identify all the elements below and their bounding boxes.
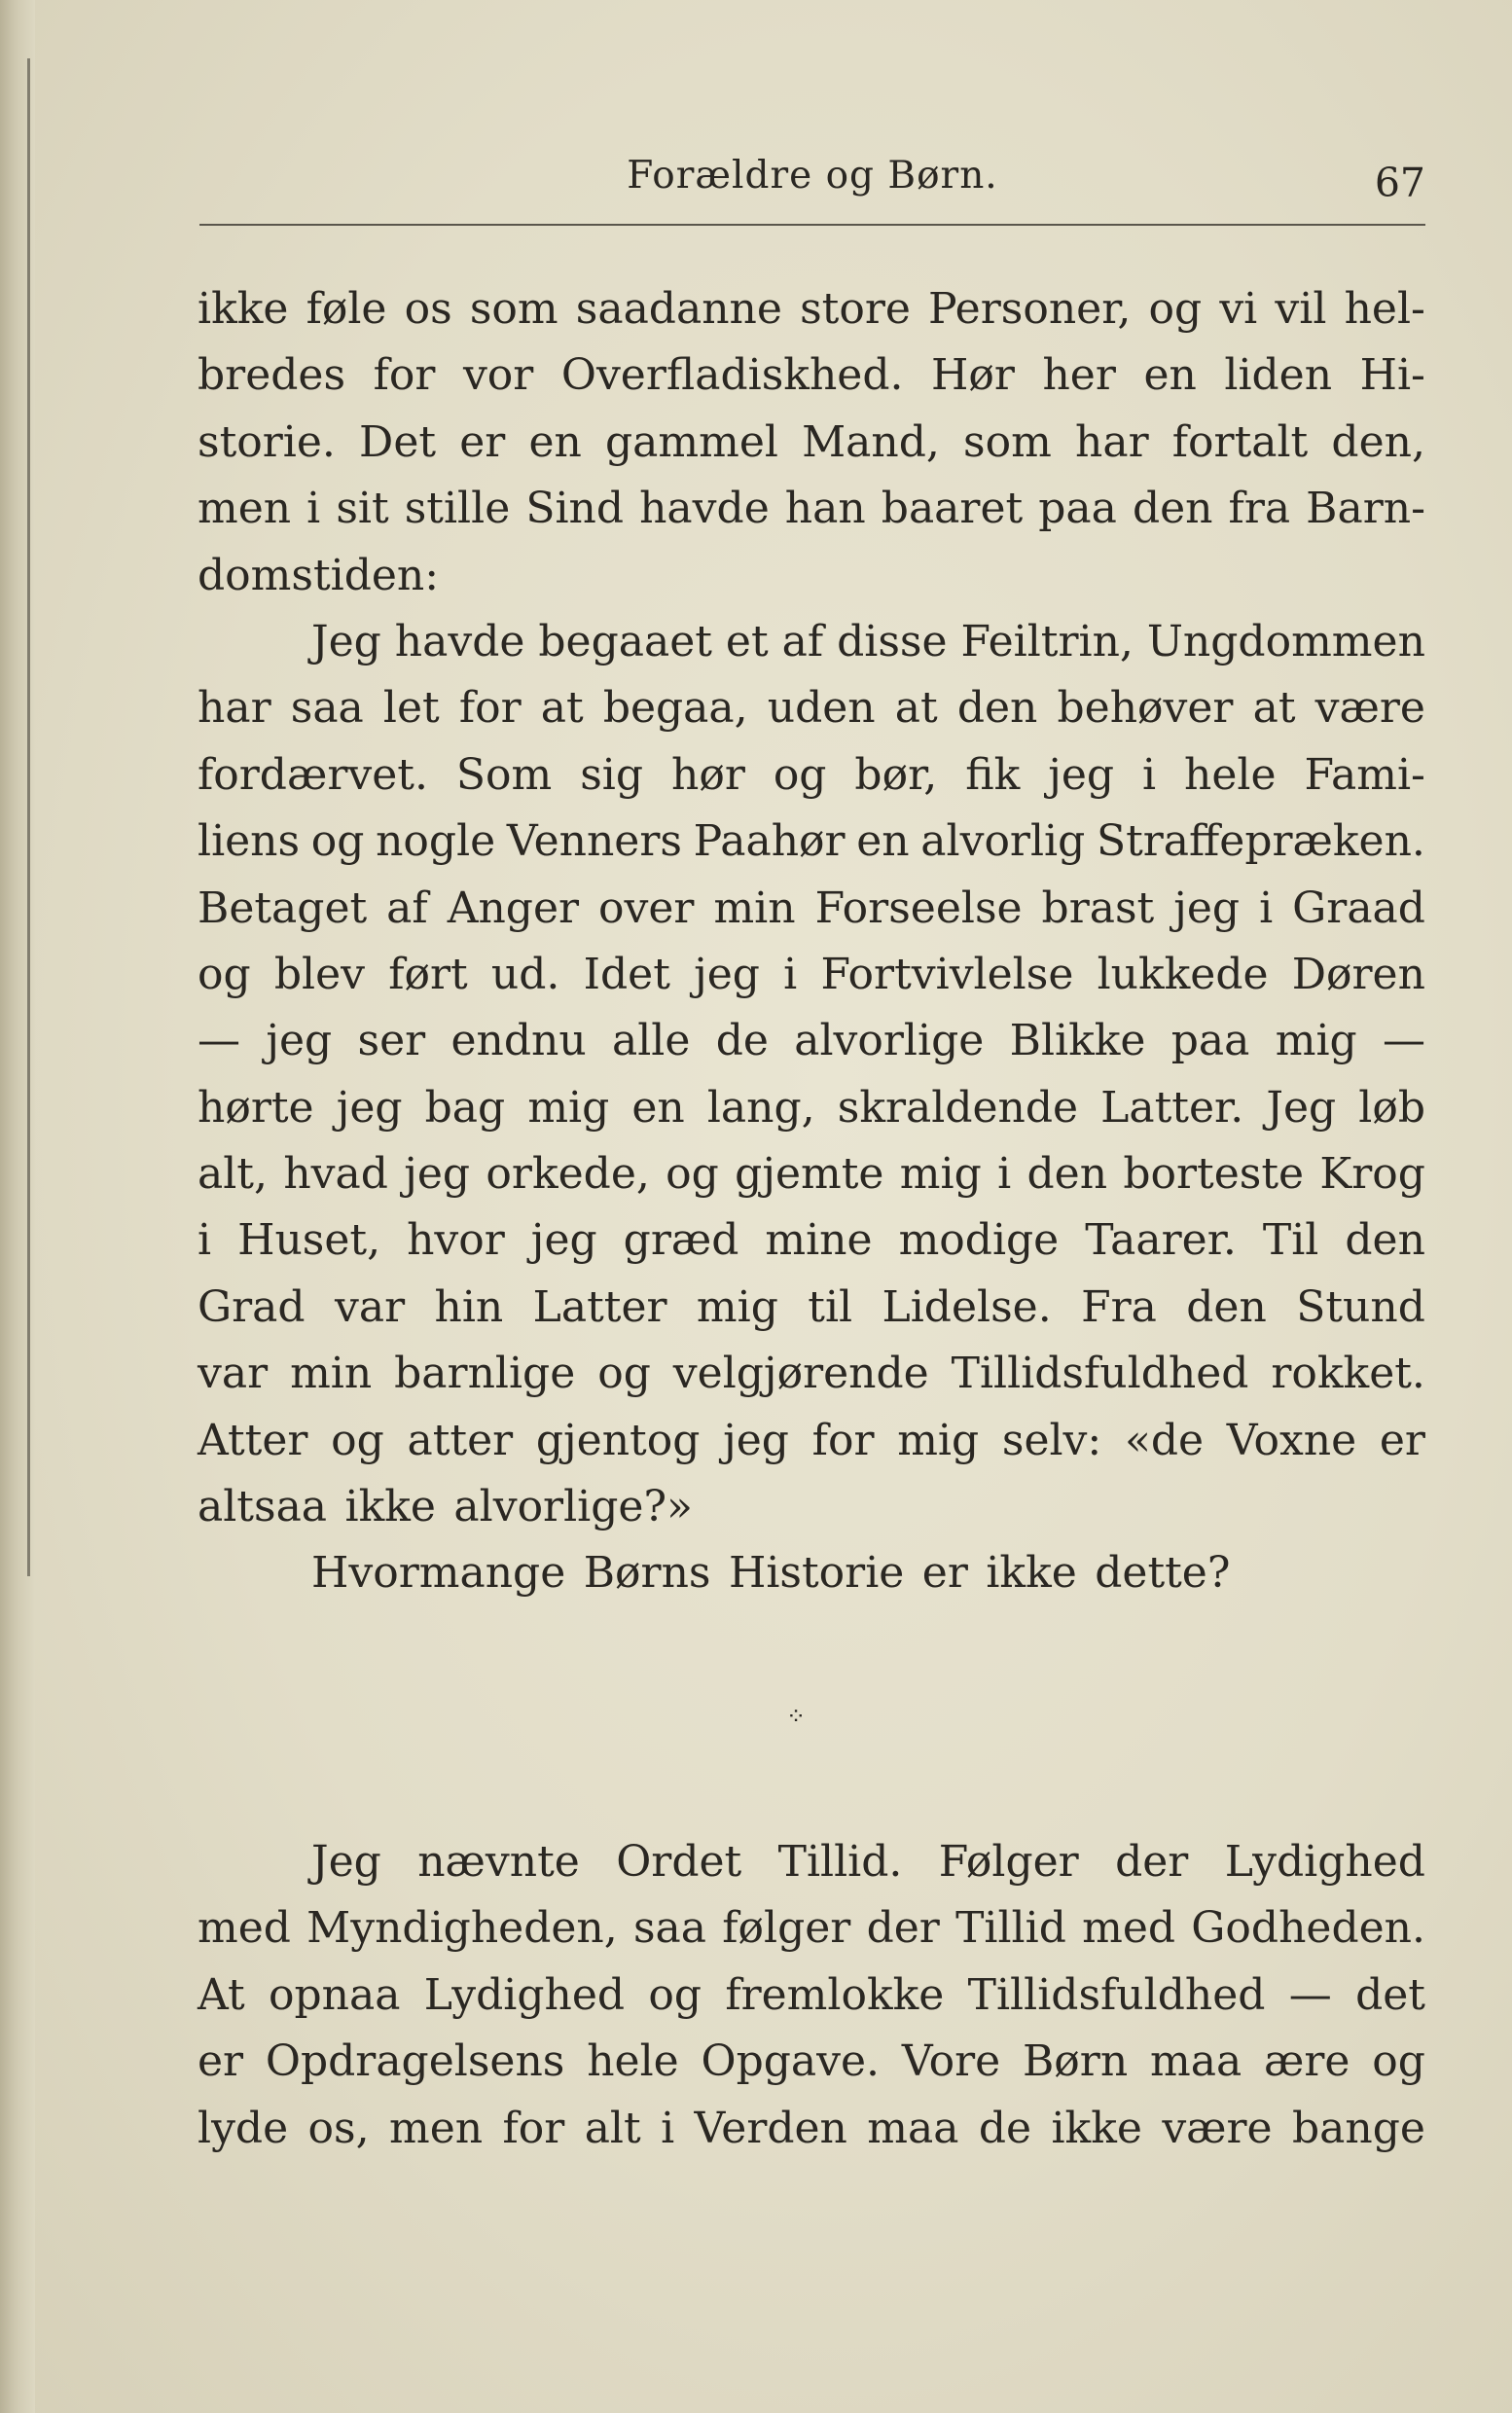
- word: og: [1372, 2036, 1425, 2087]
- word: Barn-: [1306, 484, 1425, 534]
- word: bredes: [198, 350, 346, 401]
- word: var: [334, 1281, 406, 1332]
- text-line: [198, 942, 1425, 1008]
- running-header: [199, 154, 1425, 212]
- word: sig: [580, 749, 644, 800]
- word: en: [1143, 350, 1197, 401]
- word: domstiden:: [198, 550, 440, 600]
- word: Huset,: [237, 1215, 381, 1266]
- word: endnu: [450, 1016, 587, 1066]
- text-line: [198, 1075, 1425, 1141]
- text-line: [198, 1895, 1425, 1962]
- text-line: [198, 876, 1425, 942]
- word: Opgave.: [701, 2036, 881, 2087]
- word: for: [373, 350, 436, 401]
- word: som: [469, 284, 558, 334]
- word: Hvormange: [311, 1548, 566, 1599]
- word: og: [198, 949, 251, 999]
- word: en: [528, 416, 582, 467]
- word: modige: [898, 1215, 1060, 1266]
- word: Historie: [728, 1548, 905, 1599]
- word: lang,: [706, 1082, 815, 1133]
- word: Feiltrin,: [960, 616, 1134, 666]
- word: lukkede: [1097, 949, 1269, 999]
- word: ikke: [986, 1548, 1077, 1599]
- word: i: [1259, 882, 1274, 933]
- word: vor: [462, 350, 534, 401]
- word: Myndigheden,: [306, 1903, 618, 1954]
- word: ære: [1263, 2036, 1350, 2087]
- word: jeg: [1173, 882, 1241, 933]
- word: hvad: [283, 1149, 388, 1200]
- word: Som: [455, 749, 553, 800]
- word: vil: [1275, 284, 1327, 334]
- text-line: [198, 410, 1425, 476]
- word: os: [404, 284, 452, 334]
- word: som: [963, 416, 1052, 467]
- word: Fami-: [1304, 749, 1425, 800]
- word: var: [198, 1349, 269, 1399]
- word: behøver: [1057, 683, 1234, 734]
- word: Graad: [1292, 882, 1425, 933]
- word: begaa,: [602, 683, 748, 734]
- word: bør,: [854, 749, 938, 800]
- word: min: [713, 882, 796, 933]
- word: Tillidsfuldhed: [951, 1349, 1249, 1399]
- word: ikke: [1051, 2103, 1142, 2153]
- word: Jeg: [311, 616, 381, 666]
- word: alvorlige?»: [453, 1482, 693, 1532]
- word: alvorlig: [920, 816, 1086, 867]
- word: fremlokke: [725, 1969, 945, 2020]
- word: der: [866, 1903, 940, 1954]
- word: gjentog: [535, 1415, 701, 1465]
- word: og: [310, 816, 365, 867]
- word: af: [781, 616, 824, 666]
- word: hel-: [1344, 284, 1425, 334]
- word: Ordet: [616, 1837, 742, 1887]
- word: bange: [1292, 2103, 1425, 2153]
- word: Opdragelsens: [265, 2036, 565, 2087]
- word: havde: [639, 484, 770, 534]
- word: for: [458, 683, 522, 734]
- word: Voxne: [1226, 1415, 1357, 1465]
- word: Tillid: [955, 1903, 1066, 1954]
- word: —: [1288, 1969, 1332, 2020]
- word: Blikke: [1009, 1016, 1146, 1066]
- word: Lidelse.: [882, 1281, 1052, 1332]
- word: mig: [897, 1415, 980, 1465]
- text-line: [198, 1474, 1425, 1540]
- word: fordærvet.: [198, 749, 428, 800]
- word: er: [198, 2036, 244, 2087]
- word: hør: [670, 749, 745, 800]
- text-line: [198, 1207, 1425, 1274]
- word: at: [540, 683, 584, 734]
- word: Latter.: [1100, 1082, 1244, 1133]
- word: store: [800, 284, 911, 334]
- word: er: [921, 1548, 968, 1599]
- word: storie.: [198, 416, 336, 467]
- word: den: [1345, 1215, 1425, 1266]
- word: Idet: [583, 949, 670, 999]
- word: vi: [1219, 284, 1258, 334]
- word: for: [502, 2103, 565, 2153]
- word: —: [198, 1016, 240, 1066]
- word: hele: [587, 2036, 679, 2087]
- word: Latter: [532, 1281, 667, 1332]
- word: saa: [290, 683, 364, 734]
- word: Mand,: [802, 416, 940, 467]
- word: Lydighed: [1224, 1837, 1425, 1887]
- word: Ungdommen: [1146, 616, 1425, 666]
- word: og: [648, 1969, 702, 2020]
- header-rule: [199, 224, 1425, 226]
- word: ført: [388, 949, 468, 999]
- word: i: [198, 1215, 212, 1266]
- word: den,: [1331, 416, 1425, 467]
- text-line: [198, 1408, 1425, 1474]
- word: Paahør: [693, 816, 846, 867]
- word: er: [459, 416, 506, 467]
- word: i: [1142, 749, 1157, 800]
- word: At: [198, 1969, 245, 2020]
- word: ser: [357, 1016, 426, 1066]
- word: barnlige: [394, 1349, 576, 1399]
- word: være: [1314, 683, 1425, 734]
- word: Lydighed: [423, 1969, 626, 2020]
- word: Fra: [1081, 1281, 1157, 1332]
- word: havde: [394, 616, 525, 666]
- running-title: Forældre og Børn.: [627, 154, 998, 198]
- word: brast: [1041, 882, 1155, 933]
- word: saa: [632, 1903, 707, 1954]
- word: Børns: [583, 1548, 711, 1599]
- word: mig: [899, 1149, 982, 1200]
- word: begaaet: [538, 616, 712, 666]
- word: borteste: [1123, 1149, 1305, 1200]
- word: opnaa: [269, 1969, 401, 2020]
- word: alle: [611, 1016, 691, 1066]
- word: en: [631, 1082, 685, 1133]
- word: selv:: [1001, 1415, 1102, 1465]
- word: og: [597, 1349, 651, 1399]
- word: maa: [867, 2103, 959, 2153]
- word: Straffepræken.: [1096, 816, 1425, 867]
- text-line: [198, 1540, 1425, 1606]
- word: orkede,: [486, 1149, 650, 1200]
- word: Følger: [938, 1837, 1079, 1887]
- word: følger: [722, 1903, 851, 1954]
- word: baaret: [881, 484, 1024, 534]
- word: har: [198, 683, 271, 734]
- word: Overfladiskhed.: [560, 350, 904, 401]
- text-line: [198, 1275, 1425, 1341]
- word: mig: [527, 1082, 610, 1133]
- word: føle: [306, 284, 387, 334]
- word: fortalt: [1171, 416, 1309, 467]
- word: de: [978, 2103, 1032, 2153]
- word: og: [331, 1415, 384, 1465]
- word: Fortvivlelse: [820, 949, 1074, 999]
- section-break-ornament: ⁘: [786, 1703, 807, 1730]
- word: alt,: [198, 1149, 268, 1200]
- text-line: [198, 276, 1425, 342]
- word: i: [306, 484, 321, 534]
- word: dette?: [1095, 1548, 1231, 1599]
- word: alt: [584, 2103, 641, 2153]
- word: Betaget: [198, 882, 368, 933]
- word: i: [997, 1149, 1012, 1200]
- word: uden: [767, 683, 876, 734]
- word: jeg: [266, 1016, 333, 1066]
- word: Jeg: [311, 1837, 381, 1887]
- word: rokket.: [1271, 1349, 1425, 1399]
- word: Atter: [198, 1415, 308, 1465]
- word: Børn: [1022, 2036, 1129, 2087]
- word: fra: [1228, 484, 1291, 534]
- word: han: [784, 484, 866, 534]
- text-line: [198, 342, 1425, 409]
- word: —: [1383, 1016, 1425, 1066]
- word: altsaa: [198, 1482, 328, 1532]
- word: Taarer.: [1085, 1215, 1237, 1266]
- text-line: [198, 809, 1425, 875]
- word: af: [386, 882, 428, 933]
- word: saadanne: [575, 284, 782, 334]
- word: Hi-: [1359, 350, 1425, 401]
- paragraph-block-story: [198, 276, 1425, 1607]
- word: stille: [404, 484, 511, 534]
- word: jeg: [1048, 749, 1115, 800]
- binding-edge: [27, 58, 30, 1576]
- text-line: [198, 609, 1425, 675]
- word: hvor: [407, 1215, 505, 1266]
- word: nævnte: [417, 1837, 580, 1887]
- word: hin: [434, 1281, 504, 1332]
- word: Stund: [1296, 1281, 1425, 1332]
- text-line: [198, 1141, 1425, 1207]
- text-line: [198, 1008, 1425, 1074]
- text-line: [198, 1963, 1425, 2029]
- text-line: [198, 2096, 1425, 2162]
- word: men: [388, 2103, 484, 2153]
- word: paa: [1038, 484, 1117, 534]
- word: mig: [1275, 1016, 1357, 1066]
- word: mig: [696, 1281, 778, 1332]
- word: der: [1115, 1837, 1189, 1887]
- word: lyde: [198, 2103, 289, 2153]
- word: Døren: [1291, 949, 1425, 999]
- word: hele: [1184, 749, 1277, 800]
- word: paa: [1170, 1016, 1250, 1066]
- word: atter: [407, 1415, 514, 1465]
- word: jeg: [336, 1082, 403, 1133]
- word: den: [1132, 484, 1213, 534]
- word: løb: [1358, 1082, 1425, 1133]
- word: jeg: [404, 1149, 471, 1200]
- word: Sind: [525, 484, 625, 534]
- word: let: [382, 683, 440, 734]
- word: over: [598, 882, 695, 933]
- word: ikke: [344, 1482, 436, 1532]
- word: med: [198, 1903, 291, 1954]
- word: min: [290, 1349, 373, 1399]
- word: Grad: [198, 1281, 306, 1332]
- word: bag: [424, 1082, 506, 1133]
- word: har: [1075, 416, 1149, 467]
- word: gjemte: [735, 1149, 884, 1200]
- word: mine: [765, 1215, 873, 1266]
- text-line: [198, 675, 1425, 741]
- word: en: [856, 816, 910, 867]
- word: Forseelse: [814, 882, 1023, 933]
- word: liens: [198, 816, 301, 867]
- word: nogle: [376, 816, 496, 867]
- word: Til: [1262, 1215, 1319, 1266]
- word: at: [1252, 683, 1296, 734]
- word: jeg: [723, 1415, 789, 1465]
- word: fik: [965, 749, 1021, 800]
- word: i: [661, 2103, 675, 2153]
- word: Godheden.: [1191, 1903, 1425, 1954]
- text-line: [198, 1829, 1425, 1895]
- word: hørte: [198, 1082, 314, 1133]
- text-line: [198, 2029, 1425, 2095]
- word: de: [715, 1016, 769, 1066]
- text-line: [198, 476, 1425, 542]
- word: «de: [1124, 1415, 1205, 1465]
- word: det: [1355, 1969, 1425, 2020]
- word: Anger: [447, 882, 580, 933]
- word: men: [198, 484, 292, 534]
- word: Venners: [506, 816, 682, 867]
- text-line: [198, 543, 1425, 609]
- word: Tillid.: [777, 1837, 903, 1887]
- word: jeg: [530, 1215, 597, 1266]
- text-line: [198, 1341, 1425, 1407]
- word: Det: [359, 416, 437, 467]
- word: Jeg: [1266, 1082, 1337, 1133]
- paragraph-block-trust: [198, 1829, 1425, 2162]
- text-line: [198, 742, 1425, 809]
- word: til: [808, 1281, 853, 1332]
- word: er: [1379, 1415, 1425, 1465]
- word: græd: [623, 1215, 739, 1266]
- word: at: [894, 683, 938, 734]
- word: Verden: [694, 2103, 847, 2153]
- word: Krog: [1319, 1149, 1425, 1200]
- word: den: [956, 683, 1038, 734]
- word: og: [1148, 284, 1203, 334]
- word: disse: [837, 616, 948, 666]
- word: Vore: [901, 2036, 1001, 2087]
- word: blev: [273, 949, 365, 999]
- word: Personer,: [928, 284, 1132, 334]
- word: et: [725, 616, 769, 666]
- word: ikke: [198, 284, 289, 334]
- word: os,: [307, 2103, 370, 2153]
- word: Tillidsfuldhed: [967, 1969, 1266, 2020]
- word: Hør: [931, 350, 1015, 401]
- word: skraldende: [837, 1082, 1079, 1133]
- page-number: 67: [1374, 160, 1425, 206]
- word: ud.: [490, 949, 560, 999]
- word: den: [1026, 1149, 1108, 1200]
- word: jeg: [694, 949, 760, 999]
- word: velgjørende: [672, 1349, 929, 1399]
- word: være: [1162, 2103, 1273, 2153]
- word: gammel: [604, 416, 778, 467]
- word: for: [811, 1415, 875, 1465]
- word: sit: [336, 484, 389, 534]
- word: og: [666, 1149, 719, 1200]
- word: liden: [1224, 350, 1333, 401]
- word: og: [773, 749, 827, 800]
- word: med: [1082, 1903, 1176, 1954]
- word: den: [1186, 1281, 1267, 1332]
- word: i: [783, 949, 798, 999]
- word: alvorlige: [794, 1016, 985, 1066]
- word: her: [1042, 350, 1116, 401]
- word: maa: [1149, 2036, 1242, 2087]
